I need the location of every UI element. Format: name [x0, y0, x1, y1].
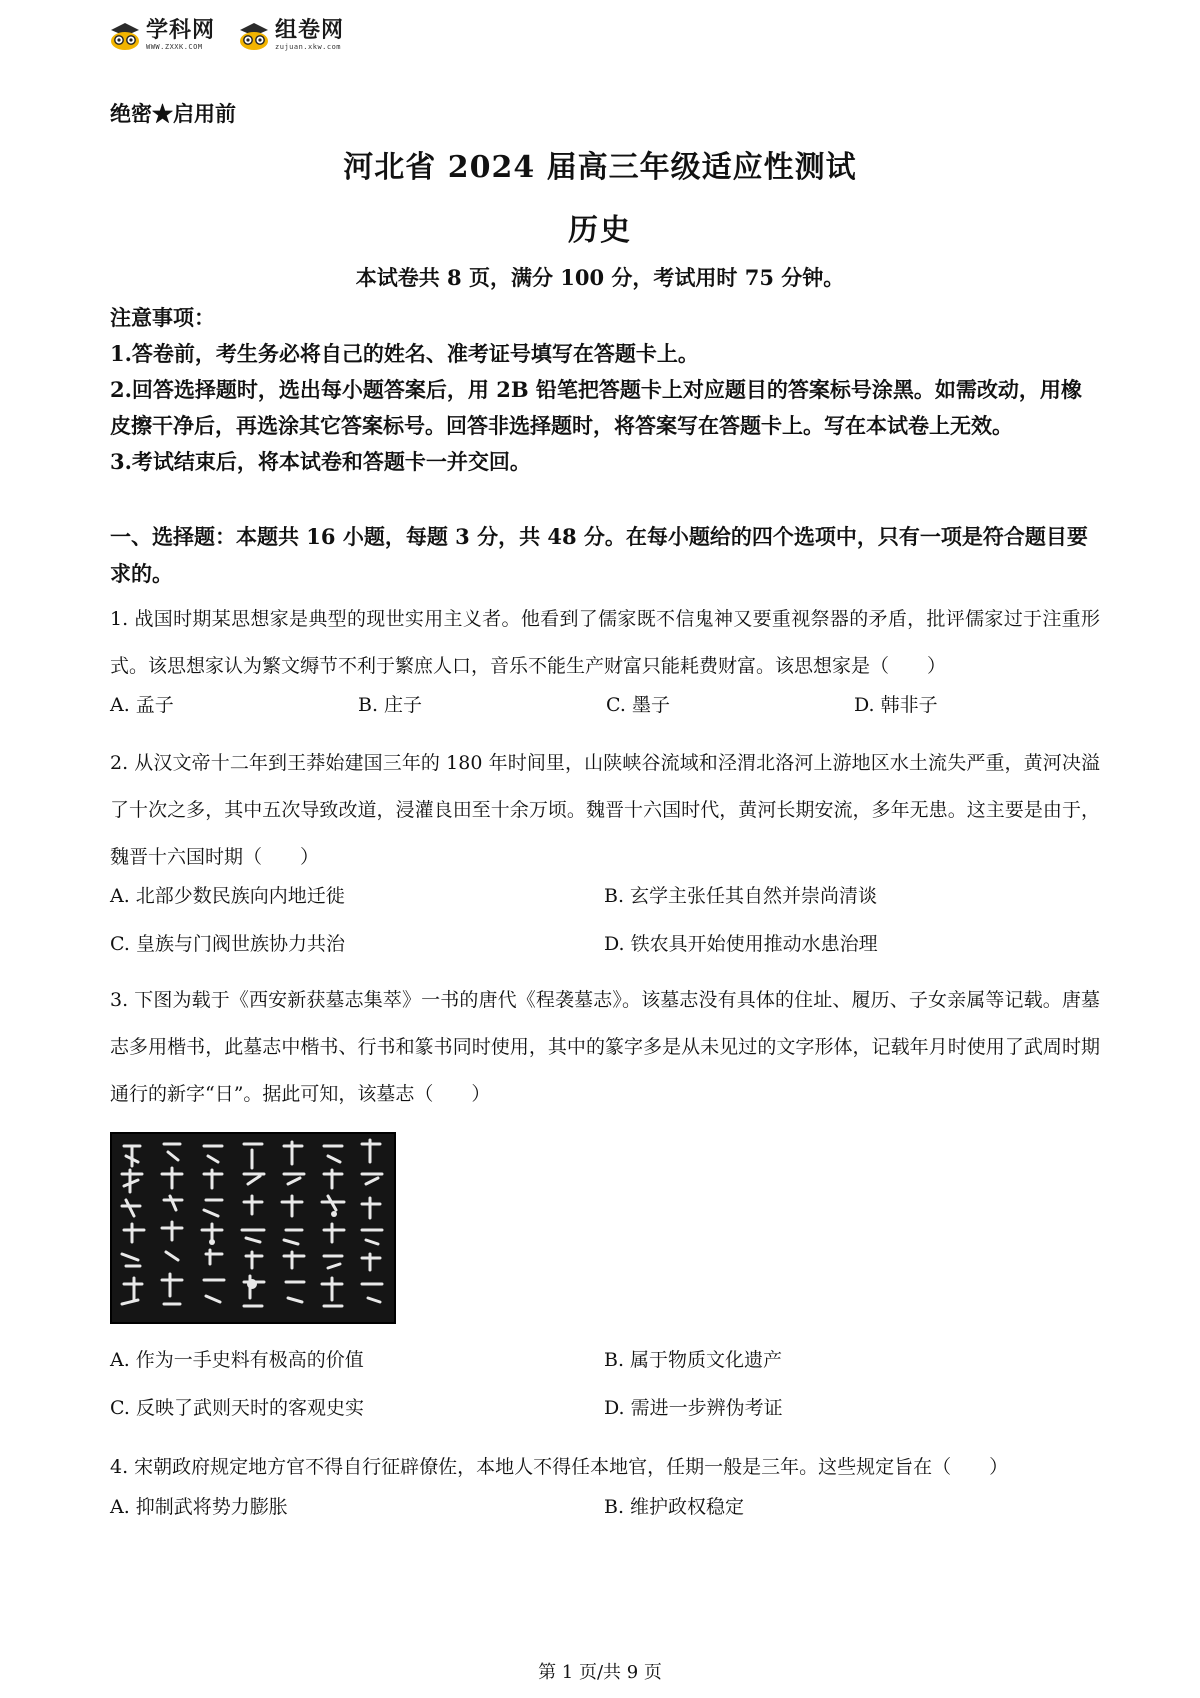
notes-heading: 注意事项： — [110, 305, 215, 330]
question-stem: 4. 宋朝政府规定地方官不得自行征辟僚佐，本地人不得任本地官，任期一般是三年。这些规定旨在（ ） — [110, 1456, 1009, 1478]
logo-name: 学科网 — [146, 18, 216, 43]
page-number: 第 1 页/共 9 页 — [538, 1662, 662, 1683]
question-stem: 3. 下图为载于《西安新获墓志集萃》一书的唐代《程袭墓志》。该墓志没有具体的住址、履历、子女亲属等记载。唐墓志多用楷书，此墓志中楷书、行书和篆书同时使用，其中的篆字多是从未见过的文字形体，记载年月时使用了武周时期通行的新字“日”。据此可知，该墓志（ ） — [110, 989, 1100, 1105]
note-item: 1.答卷前，考生务必将自己的姓名、准考证号填写在答题卡上。 — [110, 341, 699, 366]
option: B. 维护政权稳定 — [604, 1496, 745, 1518]
notes-block — [110, 300, 1100, 480]
section-heading: 一、选择题：本题共 16 小题，每题 3 分，共 48 分。在每小题给的四个选项中，只有一项是符合题目要求的。 — [110, 524, 1088, 586]
logo-url: zujuan.xkw.com — [275, 43, 342, 51]
option: A. 抑制武将势力膨胀 — [110, 1496, 288, 1518]
note-item: 3.考试结束后，将本试卷和答题卡一并交回。 — [110, 449, 531, 474]
question-stem: 1. 战国时期某思想家是典型的现世实用主义者。他看到了儒家既不信鬼神又要重视祭器的矛盾，批评儒家过于注重形式。该思想家认为繁文缛节不利于繁庶人口，音乐不能生产财富只能耗费财富。该思想家是（ ） — [110, 608, 1100, 677]
option: A. 北部少数民族向内地迁徙 — [110, 885, 345, 907]
owl-mascot-icon — [237, 21, 271, 51]
logo-url: WWW.ZXXK.COM — [146, 43, 203, 51]
owl-mascot-icon — [108, 21, 142, 51]
option: B. 属于物质文化遗产 — [604, 1349, 783, 1371]
subject-title: 历史 — [568, 213, 632, 248]
logo-row — [108, 20, 344, 51]
option: B. 庄子 — [358, 694, 423, 716]
exam-meta: 本试卷共 8 页，满分 100 分，考试用时 75 分钟。 — [355, 265, 845, 290]
zujuan-logo — [237, 20, 344, 51]
option: B. 玄学主张任其自然并崇尚清谈 — [604, 885, 878, 907]
option: C. 皇族与门阀世族协力共治 — [110, 933, 345, 955]
question-stem: 2. 从汉文帝十二年到王莽始建国三年的 180 年时间里，山陕峡谷流域和泾渭北洛河上游地区水土流失严重，黄河决溢了十次之多，其中五次导致改道，浸灌良田至十余万顷。魏晋十六国时代，黄河长期安流，多年无患。这主要是由于，魏晋十六国时期（ ） — [110, 752, 1100, 868]
option: A. 作为一手史料有极高的价值 — [110, 1349, 364, 1371]
option: D. 韩非子 — [854, 694, 938, 716]
logo-name: 组卷网 — [275, 18, 345, 43]
option: D. 需进一步辨伪考证 — [604, 1397, 783, 1419]
epitaph-rubbing-image — [110, 1132, 396, 1324]
option: D. 铁农具开始使用推动水患治理 — [604, 933, 878, 955]
option: C. 反映了武则天时的客观史实 — [110, 1397, 364, 1419]
option: A. 孟子 — [110, 694, 174, 716]
note-item: 2.回答选择题时，选出每小题答案后，用 2B 铅笔把答题卡上对应题目的答案标号涂黑。如需改动，用橡皮擦干净后，再选涂其它答案标号。回答非选择题时，将答案写在答题卡上。写在本试卷上无效。 — [110, 377, 1082, 438]
option: C. 墨子 — [606, 694, 670, 716]
zxxk-logo — [108, 20, 215, 51]
confidential-label: 绝密★启用前 — [110, 101, 236, 126]
exam-title: 河北省 2024 届高三年级适应性测试 — [343, 150, 857, 185]
